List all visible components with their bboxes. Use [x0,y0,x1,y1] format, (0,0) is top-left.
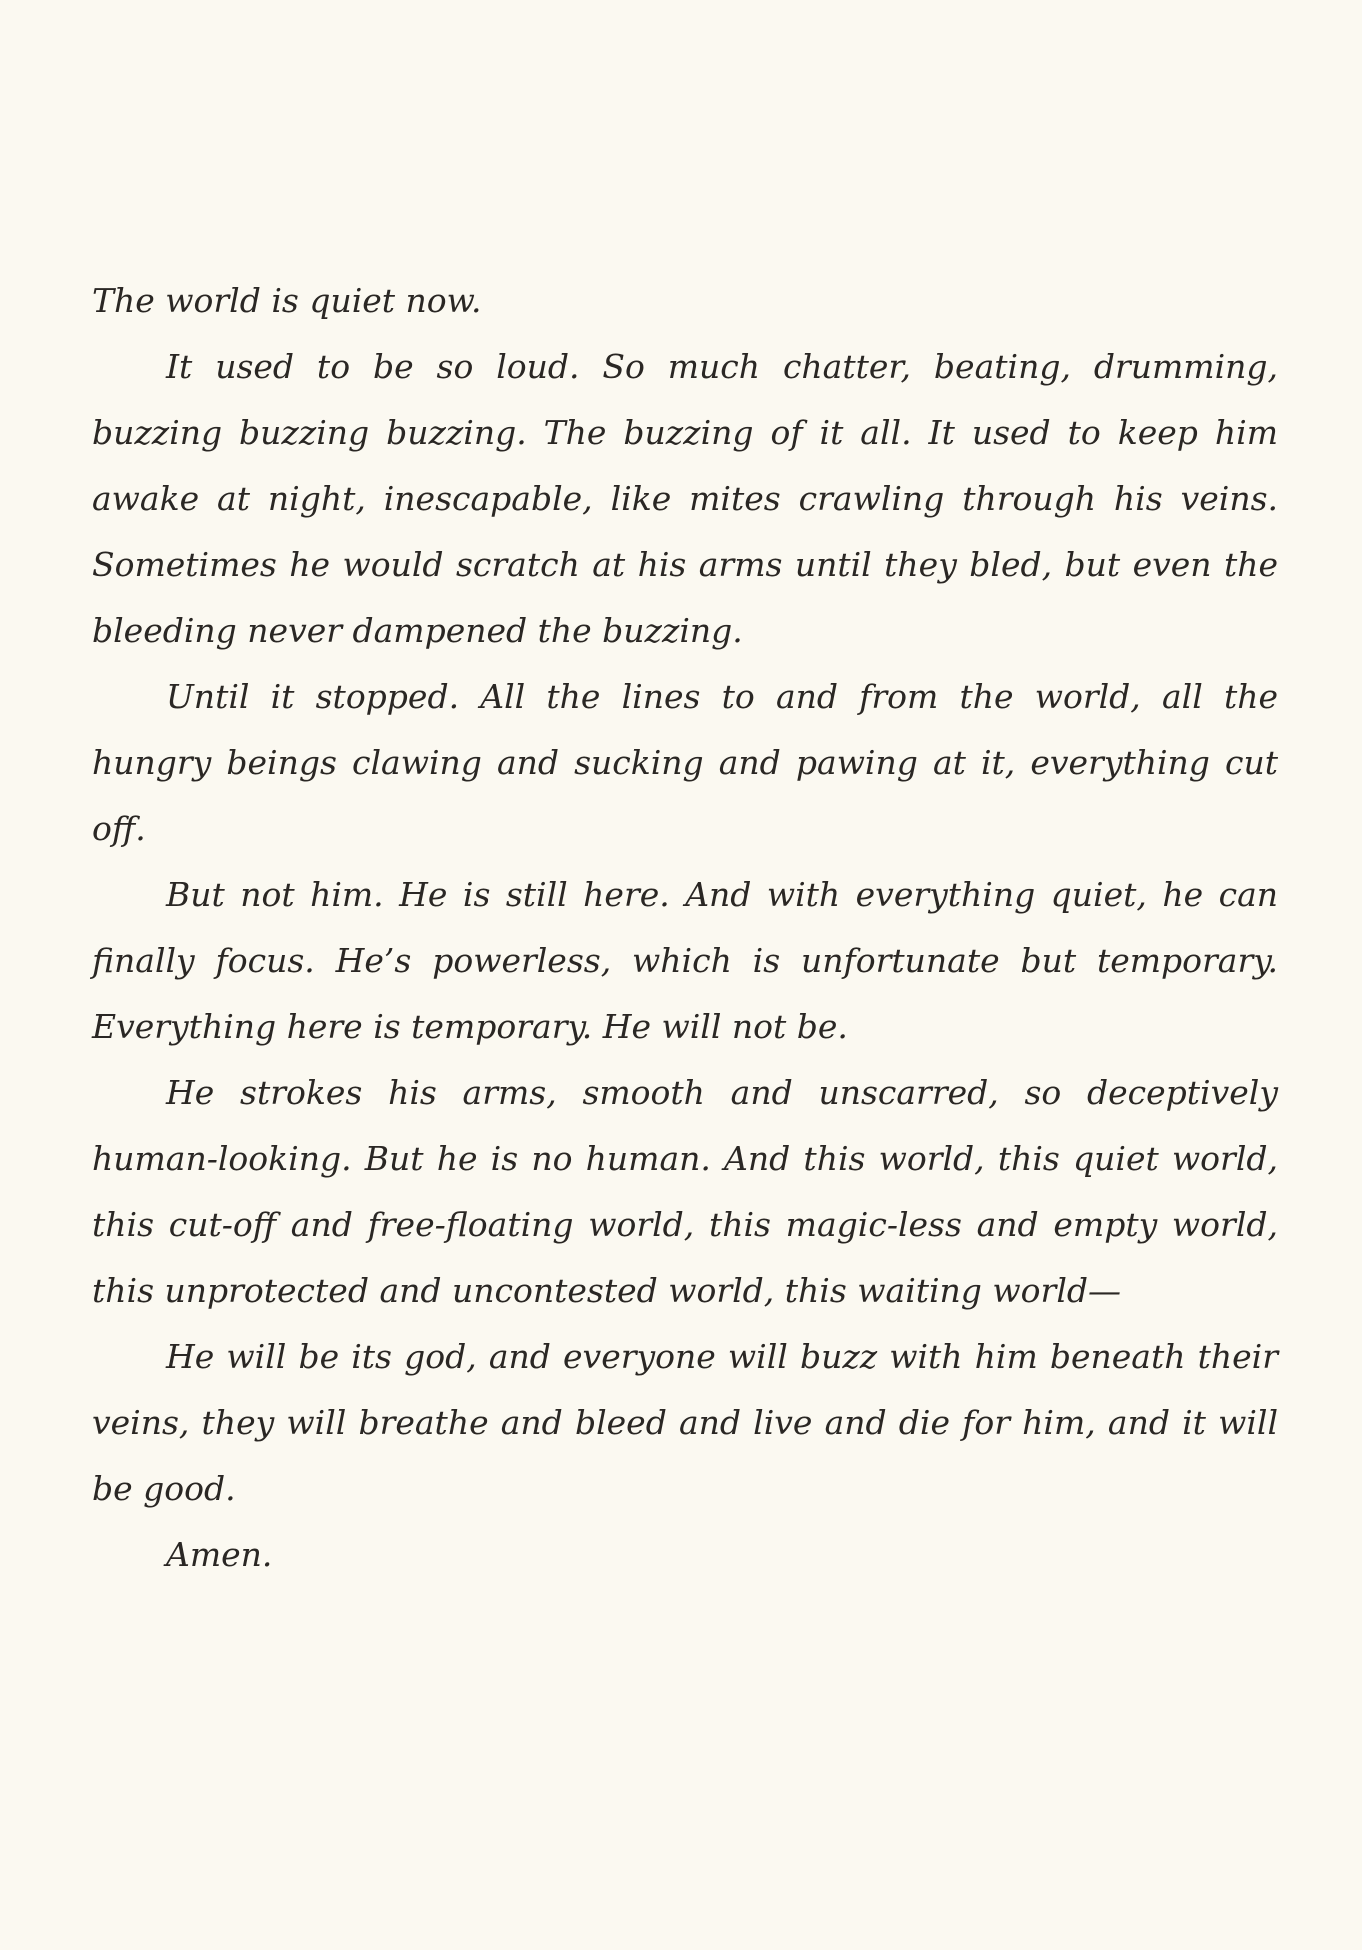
paragraph-not-him: But not him. He is still here. And with everything quiet, he can finally focus. He’s powerless, which is unfortunate but temporary. Everything here is temporary. He will not be. [92,875,1278,1046]
paragraph-loud: It used to be so loud. So much chatter, beating, drumming, buzzing buzzing buzzing. The buzzing of it all. It used to keep him awake at night, inescapable, like mites crawling through his veins. Sometimes he would scratch at his arms until they bled, but even the bleeding never dampened the buzzing. [92,347,1278,650]
opening-line: The world is quiet now. [92,281,482,320]
paragraph-stopped: Until it stopped. All the lines to and from the world, all the hungry beings clawing and sucking and pawing at it, everything cut off. [92,677,1278,848]
paragraph-its-god: He will be its god, and everyone will buzz with him beneath their veins, they will breathe and bleed and live and die for him, and it will be good. [92,1337,1278,1508]
paragraph-amen: Amen. [166,1535,273,1574]
paragraph-strokes-arms: He strokes his arms, smooth and unscarred, so deceptively human-looking. But he is no human. And this world, this quiet world, this cut-off and free-floating world, this magic-less and empty world, this unprotected and uncontested world, this waiting world— [92,1073,1278,1310]
story-text [92,268,1278,1588]
